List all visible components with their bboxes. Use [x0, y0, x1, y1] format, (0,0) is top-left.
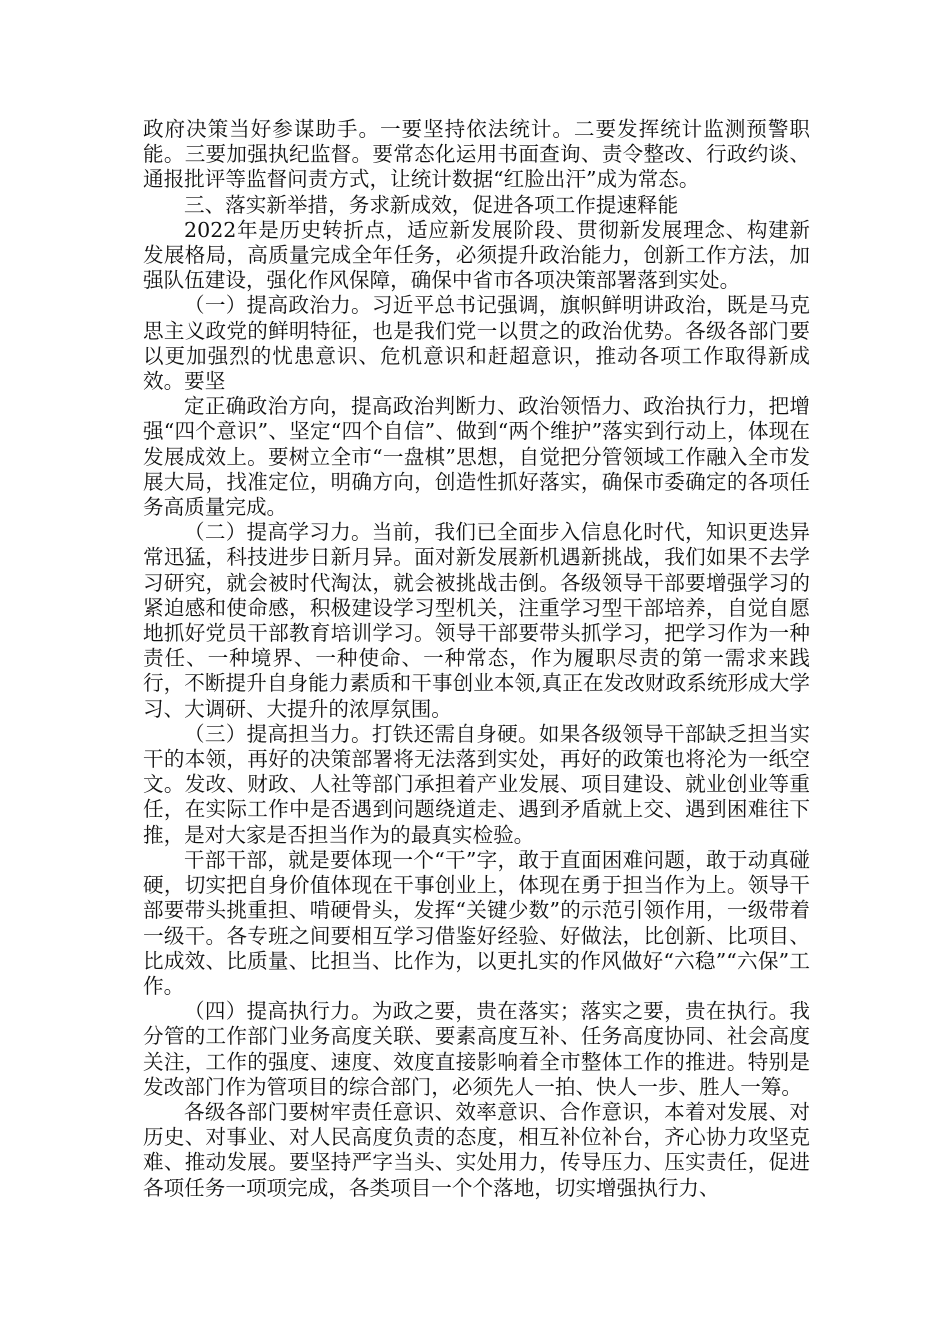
- paragraph-departments-responsibility: 各级各部门要树牢责任意识、效率意识、合作意识，本着对发展、对历史、对事业、对人民高度负责的态度，相互补位补台，齐心协力攻坚克难、推动发展。要坚持严字当头、实处用力，传导压力、压实责任，促进各项任务一项项完成，各类项目一个个落地，切实增强执行力、: [143, 1099, 810, 1200]
- paragraph-political-capacity: （一）提高政治力。习近平总书记强调，旗帜鲜明讲政治，既是马克思主义政党的鲜明特征，也是我们党一以贯之的政治优势。各级各部门要以更加强烈的忧患意识、危机意识和赶超意识，推动各项工作取得新成效。要坚: [143, 293, 810, 394]
- document-page: [143, 117, 810, 1201]
- paragraph-statistics-supervision: 政府决策当好参谋助手。一要坚持依法统计。二要发挥统计监测预警职能。三要加强执纪监督。要常态化运用书面查询、责令整改、行政约谈、通报批评等监督问责方式，让统计数据“红脸出汗”成为常态。: [143, 117, 810, 192]
- paragraph-2022-overview: 2022年是历史转折点，适应新发展阶段、贯彻新发展理念、构建新发展格局，高质量完成全年任务，必须提升政治能力，创新工作方法，加强队伍建设，强化作风保障，确保中省市各项决策部署落到实处。: [143, 217, 810, 293]
- section-heading-three: 三、落实新举措，务求新成效，促进各项工作提速释能: [184, 192, 679, 217]
- paragraph-political-direction: 定正确政治方向，提高政治判断力、政治领悟力、政治执行力，把增强“四个意识”、坚定“四个自信”、做到“两个维护”落实到行动上，体现在发展成效上。要树立全市“一盘棋”思想，自觉把分管领域工作融入全市发展大局，找准定位，明确方向，创造性抓好落实，确保市委确定的各项任务高质量完成。: [143, 394, 810, 520]
- paragraph-responsibility-capacity: （三）提高担当力。打铁还需自身硬。如果各级领导干部缺乏担当实干的本领，再好的决策部署将无法落到实处，再好的政策也将沦为一纸空文。发改、财政、人社等部门承担着产业发展、项目建设、就业创业等重任，在实际工作中是否遇到问题绕道走、遇到矛盾就上交、遇到困难往下推，是对大家是否担当作为的最真实检验。: [143, 721, 810, 847]
- paragraph-execution-capacity: （四）提高执行力。为政之要，贵在落实；落实之要，贵在执行。我分管的工作部门业务高度关联、要素高度互补、任务高度协同、社会高度关注，工作的强度、速度、效度直接影响着全市整体工作的推进。特别是发改部门作为管项目的综合部门，必须先人一拍、快人一步、胜人一筹。: [143, 999, 810, 1099]
- paragraph-learning-capacity: （二）提高学习力。当前，我们已全面步入信息化时代，知识更迭异常迅猛，科技进步日新月异。面对新发展新机遇新挑战，我们如果不去学习研究，就会被时代淘汰，就会被挑战击倒。各级领导干部要增强学习的紧迫感和使命感，积极建设学习型机关，注重学习型干部培养，自觉自愿地抓好党员干部教育培训学习。领导干部要带头抓学习，把学习作为一种责任、一种境界、一种使命、一种常态，作为履职尽责的第一需求来践行，不断提升自身能力素质和干事创业本领,真正在发改财政系统形成大学习、大调研、大提升的浓厚氛围。: [143, 520, 810, 721]
- paragraph-cadres-act: 干部干部，就是要体现一个“干”字，敢于直面困难问题，敢于动真碰硬，切实把自身价值体现在干事创业上，体现在勇于担当作为上。领导干部要带头挑重担、啃硬骨头，发挥“关键少数”的示范引领作用，一级带着一级干。各专班之间要相互学习借鉴好经验、好做法，比创新、比项目、比成效、比质量、比担当、比作为，以更扎实的作风做好“六稳”“六保”工作。: [143, 847, 810, 998]
